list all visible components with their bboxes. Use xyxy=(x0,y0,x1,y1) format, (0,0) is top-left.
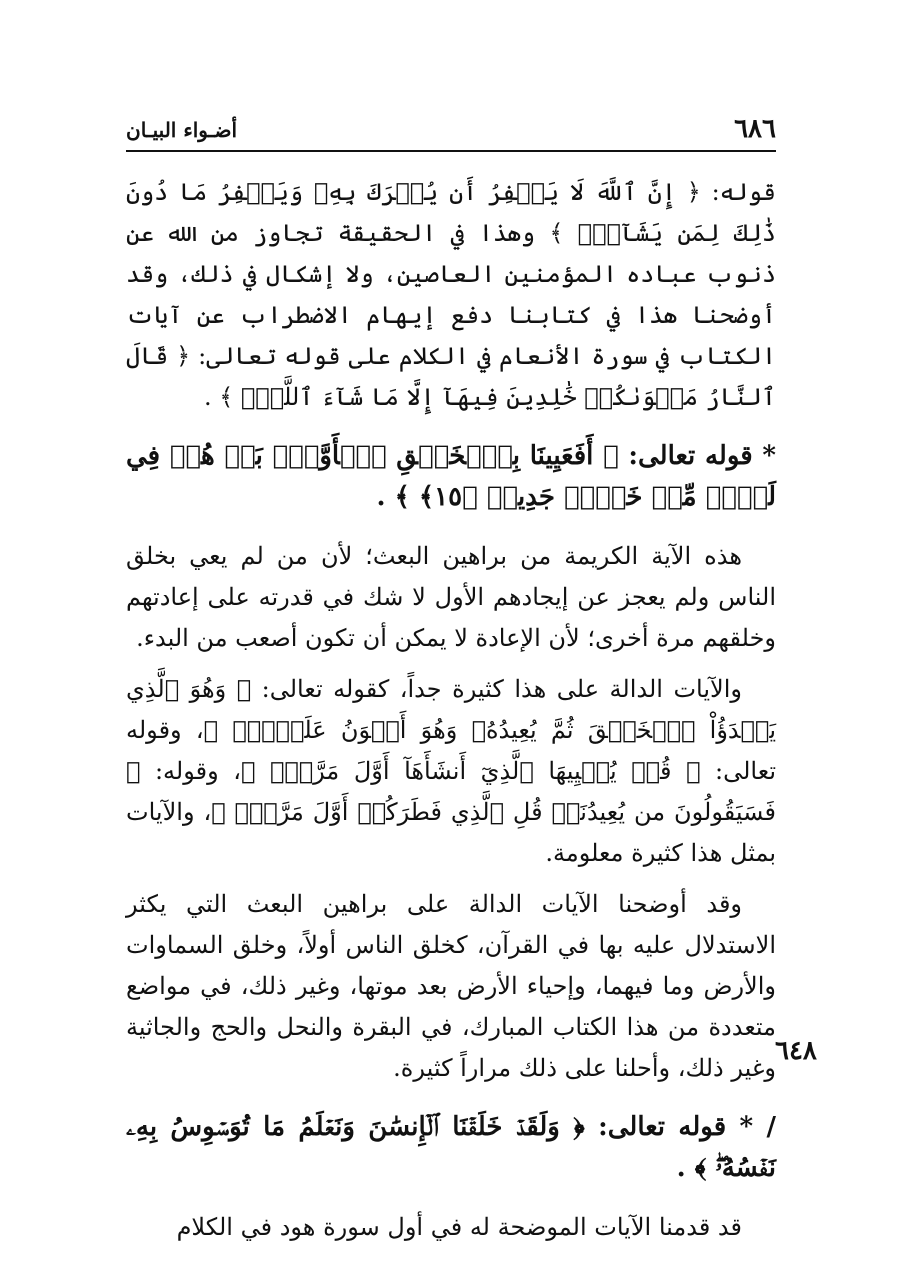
verse-text: ﴿ وَلَقَدۡ خَلَقۡنَا ٱلۡإِنسَٰنَ وَنَعۡلَمُ مَا تُوَسۡوِسُ بِهِۦ نَفۡسُهُۥۖ ﴾ . xyxy=(126,1112,776,1183)
verse-heading-2 xyxy=(126,1107,776,1189)
header-rule xyxy=(126,150,776,152)
paragraph-4: وقد أوضحنا الآيات الدالة على براهين البعث التي يكثر الاستدلال عليه بها في القرآن، كخلق الناس أولاً، وخلق السماوات والأرض وما فيهما، وإحياء الأرض بعد موتها، وغير ذلك، في مواضع متعددة من هذا الكتاب المبارك، في البقرة والنحل والحج والجاثية وغير ذلك، وأحلنا على ذلك مراراً كثيرة. xyxy=(126,890,776,1082)
page-header xyxy=(126,114,776,150)
verse-text: ﴿ أَفَعَيِينَا بِٱلۡخَلۡقِ ٱلۡأَوَّلِۚ بَلۡ هُمۡ فِي لَبۡسٖ مِّنۡ خَلۡقٖ جَدِيدٖ ﴿١٥﴾ ﴾ . xyxy=(126,441,776,512)
running-title: أضـواء البيـان xyxy=(126,118,238,142)
heading-label: قوله تعالى: xyxy=(598,1112,727,1142)
paragraph-1: قوله: ﴿ إِنَّ ٱللَّهَ لَا يَغۡفِرُ أَن يُشۡرَكَ بِهِۦ وَيَغۡفِرُ مَا دُونَ ذَٰلِكَ لِمَن يَشَآءُۚ ﴾ وهذا في الحقيقة تجاوز من الله عن ذنوب عباده المؤمنين العاصين، ولا إشكال في ذلك، وقد أوضحنا هذا في كتابنا دفع إيهام الاضطراب عن آيات الكتاب في سورة الأنعام في الكلام على قوله تعالى: ﴿ قَالَ ٱلنَّارُ مَثۡوَىٰكُمۡ خَٰلِدِينَ فِيهَآ إِلَّا مَا شَآءَ ٱللَّهُۗ ﴾ . xyxy=(126,178,776,411)
star-marker: * xyxy=(762,441,776,471)
margin-page-number: ٦٤٨ xyxy=(775,1036,817,1066)
page-body xyxy=(126,172,776,1248)
paragraph-5: قد قدمنا الآيات الموضحة له في أول سورة هود في الكلام xyxy=(176,1213,742,1241)
page-number: ٦٨٦ xyxy=(734,114,776,144)
page-break-marker: / xyxy=(766,1112,777,1142)
paragraph-2: هذه الآية الكريمة من براهين البعث؛ لأن من لم يعي بخلق الناس ولم يعجز عن إيجادهم الأول لا شك في قدرته على إعادتهم وخلقهم مرة أخرى؛ لأن الإعادة لا يمكن أن تكون أصعب من البدء. xyxy=(126,542,776,652)
verse-heading-1 xyxy=(126,436,776,518)
paragraph-3: والآيات الدالة على هذا كثيرة جداً، كقوله تعالى: ﴿ وَهُوَ ٱلَّذِي يَبۡدَؤُاْ ٱلۡخَلۡقَ ثُمَّ يُعِيدُهُۥ وَهُوَ أَهۡوَنُ عَلَيۡهِۚ ﴾، وقوله تعالى: ﴿ قُلۡ يُحۡيِيهَا ٱلَّذِيٓ أَنشَأَهَآ أَوَّلَ مَرَّةٖۖ ﴾، وقوله: ﴿ فَسَيَقُولُونَ من يُعِيدُنَاۖ قُلِ ٱلَّذِي فَطَرَكُمۡ أَوَّلَ مَرَّةٖۚ ﴾، والآيات بمثل هذا كثيرة معلومة. xyxy=(126,675,776,867)
heading-label: قوله تعالى: xyxy=(628,441,753,471)
star-marker: * xyxy=(739,1112,754,1142)
